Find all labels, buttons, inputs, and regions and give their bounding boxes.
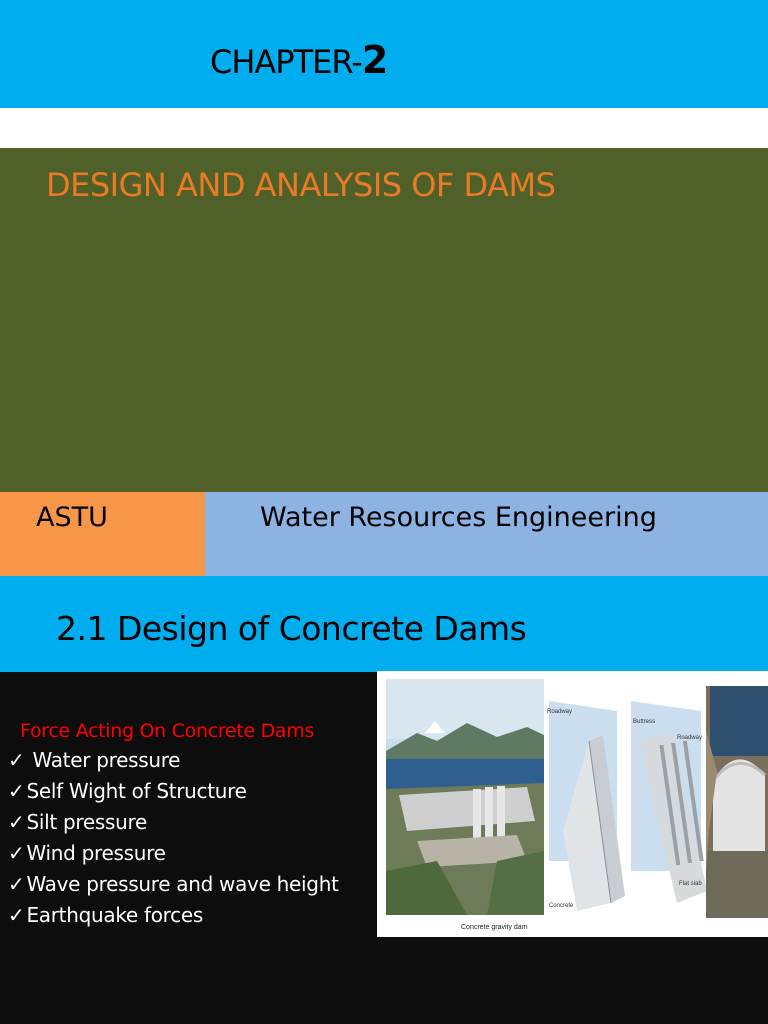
course-label: Water Resources Engineering bbox=[260, 502, 657, 533]
section-header bbox=[0, 576, 768, 672]
title-panel bbox=[0, 148, 768, 492]
list-item-text: Silt pressure bbox=[26, 810, 147, 834]
force-list-title: Force Acting On Concrete Dams bbox=[20, 720, 315, 742]
list-item-text: Water pressure bbox=[26, 748, 181, 772]
check-icon: ✓ bbox=[8, 748, 25, 772]
label-concrete: Concrete bbox=[549, 903, 574, 909]
chapter-prefix: CHAPTER- bbox=[210, 43, 362, 81]
list-item-text: Wind pressure bbox=[26, 841, 166, 865]
label-roadway-2: Roadway bbox=[677, 735, 703, 741]
list-item bbox=[8, 870, 339, 901]
list-item bbox=[8, 901, 339, 932]
gravity-dam-photo bbox=[386, 679, 544, 915]
course-box bbox=[205, 492, 768, 576]
buttress-dam-diagram bbox=[631, 701, 707, 903]
label-buttress: Buttress bbox=[633, 719, 656, 725]
chapter-header bbox=[0, 0, 768, 108]
check-icon: ✓ bbox=[8, 841, 25, 865]
chapter-number: 2 bbox=[361, 38, 388, 82]
figure-caption: Concrete gravity dam bbox=[461, 924, 528, 931]
check-icon: ✓ bbox=[8, 903, 25, 927]
section-title: 2.1 Design of Concrete Dams bbox=[56, 609, 527, 648]
check-icon: ✓ bbox=[8, 872, 25, 896]
list-item bbox=[8, 808, 339, 839]
gravity-section-diagram bbox=[547, 701, 625, 911]
list-item bbox=[8, 746, 339, 777]
list-item bbox=[8, 777, 339, 808]
main-heading: DESIGN AND ANALYSIS OF DAMS bbox=[46, 166, 556, 204]
list-item-text: Self Wight of Structure bbox=[26, 779, 247, 803]
check-icon: ✓ bbox=[8, 779, 25, 803]
check-icon: ✓ bbox=[8, 810, 25, 834]
list-item bbox=[8, 839, 339, 870]
dam-figure bbox=[377, 671, 768, 937]
arch-dam-photo bbox=[706, 686, 768, 918]
spacer-band bbox=[0, 108, 768, 148]
list-item-text: Wave pressure and wave height bbox=[26, 872, 339, 896]
institution-box bbox=[0, 492, 205, 576]
list-item-text: Earthquake forces bbox=[26, 903, 203, 927]
label-flat-slab: Flat slab bbox=[679, 881, 702, 887]
force-list bbox=[8, 720, 339, 932]
chapter-title bbox=[210, 38, 387, 82]
institution-label: ASTU bbox=[36, 502, 108, 533]
label-roadway-1: Roadway bbox=[547, 709, 573, 715]
